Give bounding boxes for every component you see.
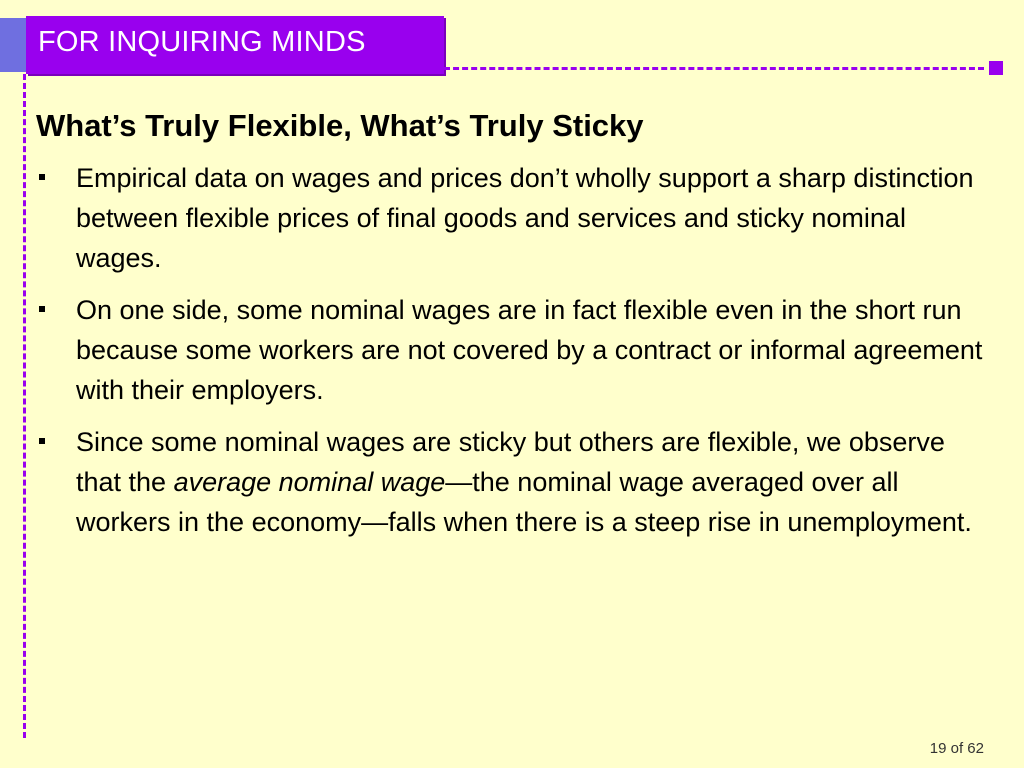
section-title: FOR INQUIRING MINDS	[38, 26, 366, 58]
corner-square-ornament	[989, 61, 1003, 75]
bullet-text-before: Since some nominal wages are sticky but others are flexible, we observe that the	[76, 427, 945, 497]
emphasized-term: average nominal wage	[173, 467, 446, 497]
horizontal-dashed-rule	[444, 67, 984, 70]
vertical-dashed-rule	[23, 74, 26, 738]
bullet-item	[36, 422, 996, 542]
bullet-text: On one side, some nominal wages are in fact flexible even in the short run because some workers are not covered by a contract or informal agreement with their employers.	[76, 295, 983, 405]
bullet-text: Empirical data on wages and prices don’t wholly support a sharp distinction between flexible prices of final goods and services and sticky nominal wages.	[76, 163, 974, 273]
square-bullet-icon	[39, 438, 45, 444]
bullet-item	[36, 158, 996, 278]
bullet-text-after: —the nominal wage averaged over all workers in the economy—falls when there is a steep rise in unemployment.	[76, 467, 972, 537]
banner-accent-block	[0, 18, 26, 72]
bullet-list	[36, 158, 996, 554]
header-banner	[26, 16, 444, 74]
bullet-text	[76, 422, 996, 542]
slide-heading: What’s Truly Flexible, What’s Truly Sticky	[36, 108, 644, 143]
square-bullet-icon	[39, 174, 45, 180]
bullet-item	[36, 290, 996, 410]
square-bullet-icon	[39, 306, 45, 312]
page-number: 19 of 62	[929, 740, 984, 757]
